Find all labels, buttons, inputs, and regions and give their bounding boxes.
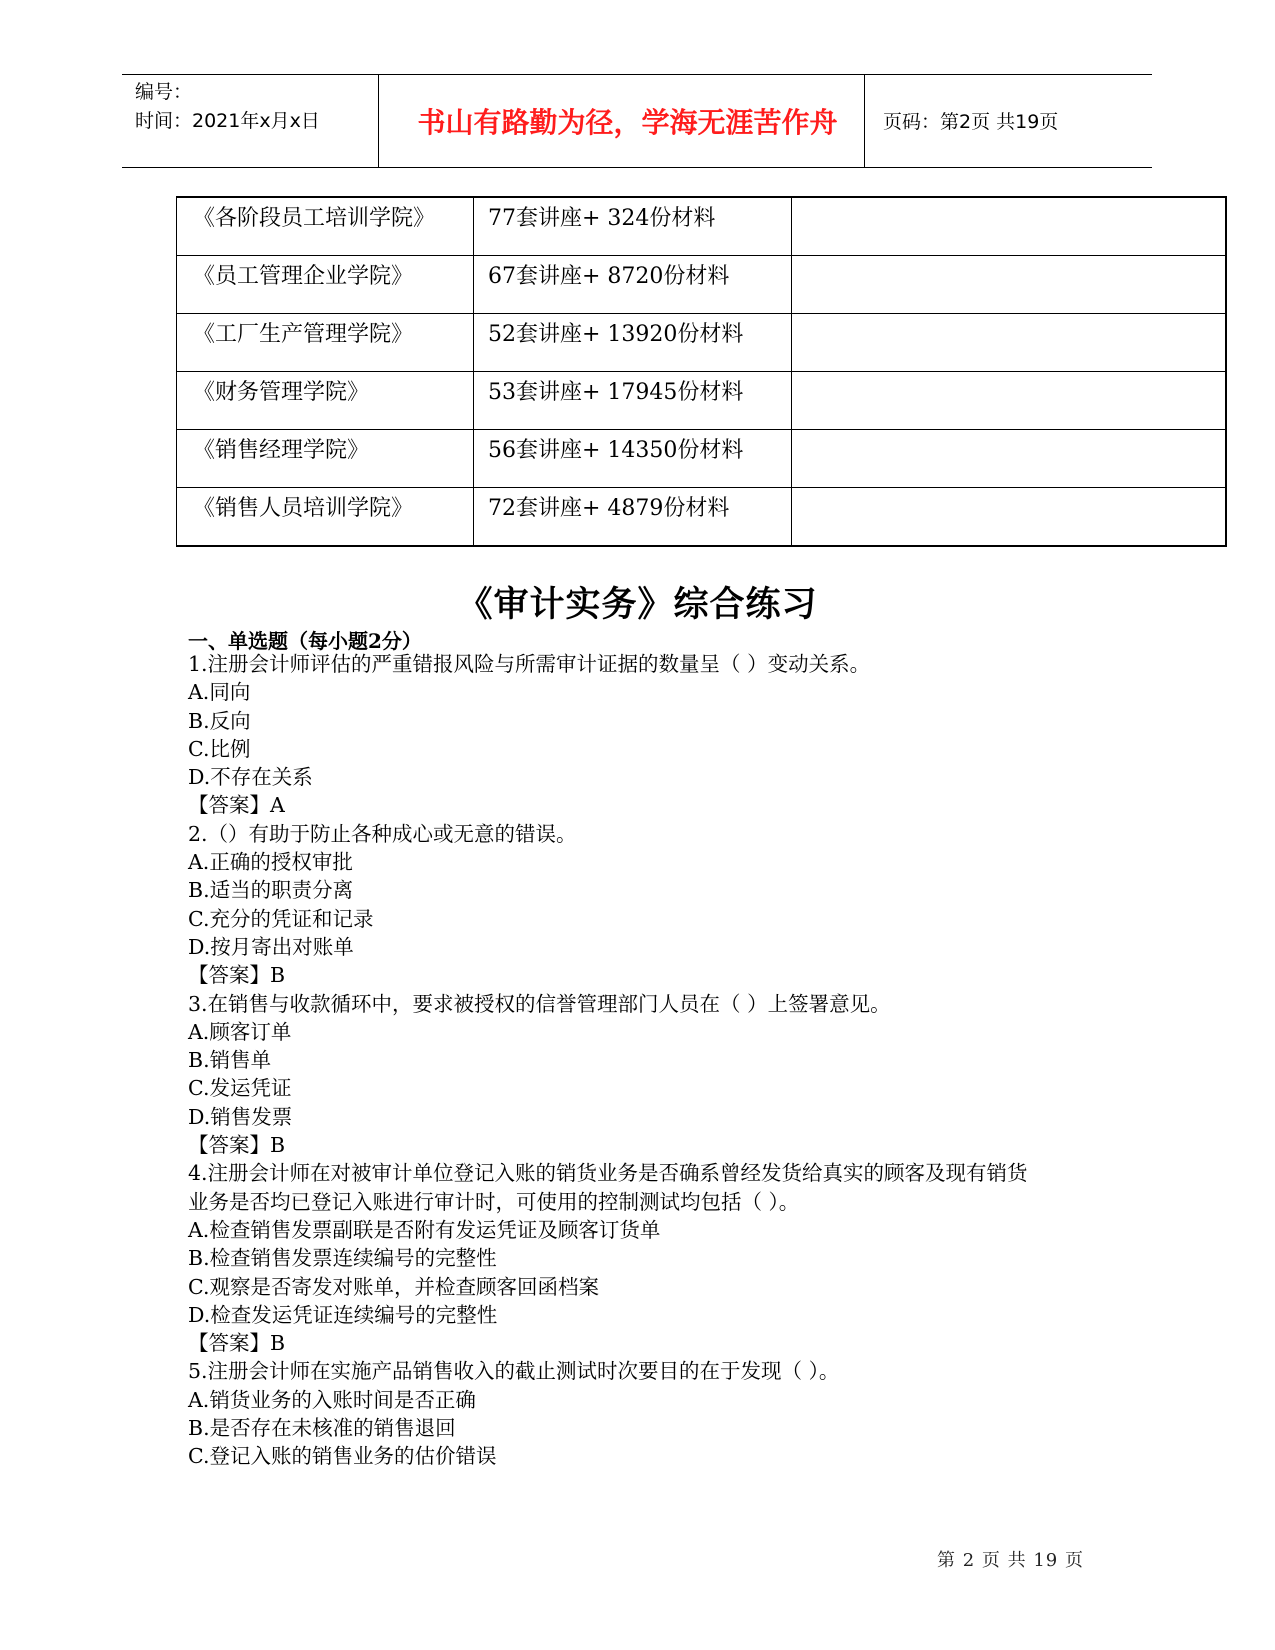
question-list xyxy=(188,650,1028,1471)
question-line: 3.在销售与收款循环中，要求被授权的信誉管理部门人员在（ ）上签署意见。 xyxy=(188,991,891,1016)
course-note-cell xyxy=(792,256,1227,314)
answer-option: B.反向 xyxy=(188,708,251,733)
document-number-label: 编号： xyxy=(135,81,193,103)
course-note-cell xyxy=(792,314,1227,372)
answer-option: D.销售发票 xyxy=(188,1104,293,1129)
answer-option: C.观察是否寄发对账单，并检查顾客回函档案 xyxy=(188,1274,599,1299)
section-title: 一、单选题（每小题2分） xyxy=(188,629,422,653)
course-name-cell: 《员工管理企业学院》 xyxy=(177,256,474,314)
answer-option: D.按月寄出对账单 xyxy=(188,934,354,959)
course-note-cell xyxy=(792,372,1227,430)
course-content-cell: 67套讲座+ 8720份材料 xyxy=(474,256,792,314)
answer-option: B.是否存在未核准的销售退回 xyxy=(188,1416,456,1441)
question-line: 2.（）有助于防止各种成心或无意的错误。 xyxy=(188,821,577,846)
question-line: 1.注册会计师评估的严重错报风险与所需审计证据的数量呈（ ）变动关系。 xyxy=(188,652,871,676)
answer-option: C.登记入账的销售业务的估价错误 xyxy=(188,1444,497,1469)
course-name-cell: 《各阶段员工培训学院》 xyxy=(177,197,474,256)
answer-option: B.检查销售发票连续编号的完整性 xyxy=(188,1246,497,1271)
answer-option: A.正确的授权审批 xyxy=(188,850,353,875)
course-note-cell xyxy=(792,488,1227,547)
document-time-label: 时间：2021年x月x日 xyxy=(135,110,320,132)
table-row xyxy=(177,488,1227,547)
table-row xyxy=(177,314,1227,372)
answer-option: D.不存在关系 xyxy=(188,765,313,790)
table-row xyxy=(177,372,1227,430)
answer-option: B.适当的职责分离 xyxy=(188,878,354,903)
answer-option: B.销售单 xyxy=(188,1048,272,1073)
question-line: 业务是否均已登记入账进行审计时，可使用的控制测试均包括（ ）。 xyxy=(188,1189,800,1214)
header-bottom-rule xyxy=(122,167,1152,168)
answer-key: 【答案】A xyxy=(188,793,285,818)
table-row xyxy=(177,197,1227,256)
course-content-cell: 52套讲座+ 13920份材料 xyxy=(474,314,792,372)
header-meta xyxy=(135,78,320,136)
page-footer: 第 2 页 共 19 页 xyxy=(937,1550,1084,1571)
resource-table xyxy=(176,196,1227,547)
answer-option: C.充分的凭证和记录 xyxy=(188,906,374,931)
course-content-cell: 56套讲座+ 14350份材料 xyxy=(474,430,792,488)
course-name-cell: 《销售经理学院》 xyxy=(177,430,474,488)
course-content-cell: 72套讲座+ 4879份材料 xyxy=(474,488,792,547)
answer-key: 【答案】B xyxy=(188,1331,286,1356)
answer-key: 【答案】B xyxy=(188,1133,286,1158)
course-note-cell xyxy=(792,197,1227,256)
answer-option: D.检查发运凭证连续编号的完整性 xyxy=(188,1302,498,1327)
answer-option: A.检查销售发票副联是否附有发运凭证及顾客订货单 xyxy=(188,1217,661,1242)
course-content-cell: 77套讲座+ 324份材料 xyxy=(474,197,792,256)
course-content-cell: 53套讲座+ 17945份材料 xyxy=(474,372,792,430)
header-page-info: 页码：第2页 共19页 xyxy=(883,111,1059,133)
table-row xyxy=(177,430,1227,488)
answer-key: 【答案】B xyxy=(188,963,286,988)
answer-option: C.发运凭证 xyxy=(188,1076,292,1101)
answer-option: A.顾客订单 xyxy=(188,1019,292,1044)
course-name-cell: 《工厂生产管理学院》 xyxy=(177,314,474,372)
header-motto: 书山有路勤为径，学海无涯苦作舟 xyxy=(417,105,838,139)
course-note-cell xyxy=(792,430,1227,488)
table-row xyxy=(177,256,1227,314)
answer-option: C.比例 xyxy=(188,736,251,761)
question-line: 5.注册会计师在实施产品销售收入的截止测试时次要目的在于发现（ ）。 xyxy=(188,1359,840,1384)
document-title: 《审计实务》综合练习 xyxy=(457,584,818,625)
header-divider-left xyxy=(378,74,379,167)
question-line: 4.注册会计师在对被审计单位登记入账的销货业务是否确系曾经发货给真实的顾客及现有销货 xyxy=(188,1161,1028,1186)
answer-option: A.同向 xyxy=(188,680,251,705)
answer-option: A.销货业务的入账时间是否正确 xyxy=(188,1387,476,1412)
course-name-cell: 《销售人员培训学院》 xyxy=(177,488,474,547)
course-name-cell: 《财务管理学院》 xyxy=(177,372,474,430)
